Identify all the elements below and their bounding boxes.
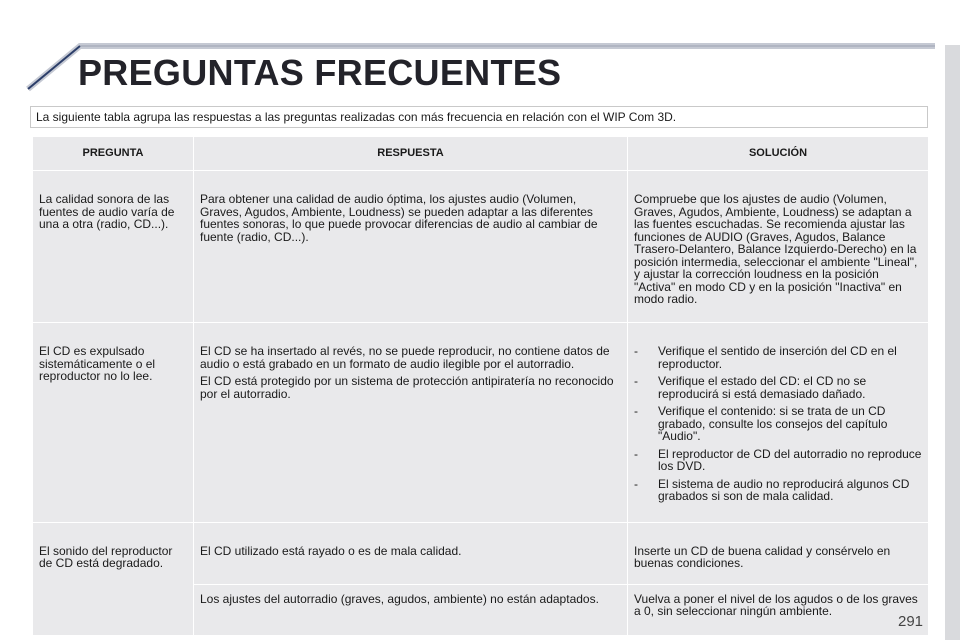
answer-cell [194,323,628,523]
intro-text: La siguiente tabla agrupa las respuestas a las preguntas realizadas con más frecuencia en relación con el WIP Com 3D. [36,110,677,124]
list-item-text: Verifique el sentido de inserción del CD en el reproductor. [658,344,897,371]
solution-text: Compruebe que los ajustes de audio (Volumen, Graves, Agudos, Ambiente, Loudness) se adaptan a las fuentes escuchadas. Se recomienda ajustar las funciones de AUDIO (Graves, Agudos, Balance Trasero-Delantero, Balance Izquierdo-Derecho) en la posición intermedia, seleccionar el ambiente "Lineal", y ajustar la corrección loudness en la posición "Activa" en modo CD y en la posición "Inactiva" en modo radio. [634,192,918,306]
table-row [33,323,929,523]
list-item [634,478,922,503]
page-number: 291 [898,613,924,630]
list-item-text: El reproductor de CD del autorradio no reproduce los DVD. [658,446,922,473]
answer-paragraph: El CD se ha insertado al revés, no se puede reproducir, no contiene datos de audio o está grabado en un formato de audio ilegible por el autorradio. [200,344,610,371]
page-title: PREGUNTAS FRECUENTES [78,52,562,93]
list-item-text: Verifique el contenido: si se trata de un CD grabado, consulte los consejos del capítulo "Audio". [658,404,888,443]
answer-paragraph: Los ajustes del autorradio (graves, agudos, ambiente) no están adaptados. [200,591,599,606]
answer-text [194,523,627,577]
header-pregunta: PREGUNTA [33,137,194,171]
intro-box [30,106,928,128]
question-cell [33,171,194,323]
header-respuesta: RESPUESTA [194,137,628,171]
page-edge-strip [945,45,960,640]
answer-paragraph: Para obtener una calidad de audio óptima, los ajustes audio (Volumen, Graves, Agudos, Ambiente, Loudness) se pueden adaptar a las diferentes fuentes sonoras, lo que puede provocar diferencias de audio al cambiar de fuente (radio, CD...). [200,192,598,244]
question-text: El sonido del reproductor de CD está degradado. [39,543,173,570]
bullet-marker: - [634,344,638,358]
solution-cell [628,584,929,635]
question-cell [33,522,194,635]
list-item-text: El sistema de audio no reproducirá algunos CD grabados si son de mala calidad. [658,476,910,503]
list-item-text: Verifique el estado del CD: el CD no se reproducirá si está demasiado dañado. [658,374,867,401]
answer-cell [194,584,628,635]
solution-cell [628,171,929,323]
table-row [33,522,929,584]
answer-paragraph: El CD está protegido por un sistema de protección antipiratería no reconocido por el autorradio. [200,374,614,401]
answer-text [194,323,627,419]
answer-cell [194,522,628,584]
answer-cell [194,171,628,323]
faq-table [32,136,929,636]
question-text: La calidad sonora de las fuentes de audio varía de una a otra (radio, CD...). [39,192,175,231]
list-item [634,448,922,473]
question-text: El CD es expulsado sistemáticamente o el reproductor no lo lee. [39,344,156,383]
answer-text [194,171,627,262]
header-solucion: SOLUCIÓN [628,137,929,171]
answer-text [194,585,627,625]
table-header-row [33,137,929,171]
solution-cell [628,522,929,584]
solution-text: Vuelva a poner el nivel de los agudos o de los graves a 0, sin seleccionar ningún ambiente. [634,591,918,618]
bullet-marker: - [634,404,638,418]
bullet-marker: - [634,476,638,491]
bullet-marker: - [634,374,638,388]
list-item [634,345,922,370]
question-cell [33,323,194,523]
solution-cell [628,323,929,523]
answer-paragraph: El CD utilizado está rayado o es de mala calidad. [200,543,462,558]
bullet-marker: - [634,446,638,461]
table-row [33,171,929,323]
solution-list [628,323,928,522]
solution-text: Inserte un CD de buena calidad y consérvelo en buenas condiciones. [634,543,891,570]
list-item [634,375,922,400]
list-item [634,405,922,443]
